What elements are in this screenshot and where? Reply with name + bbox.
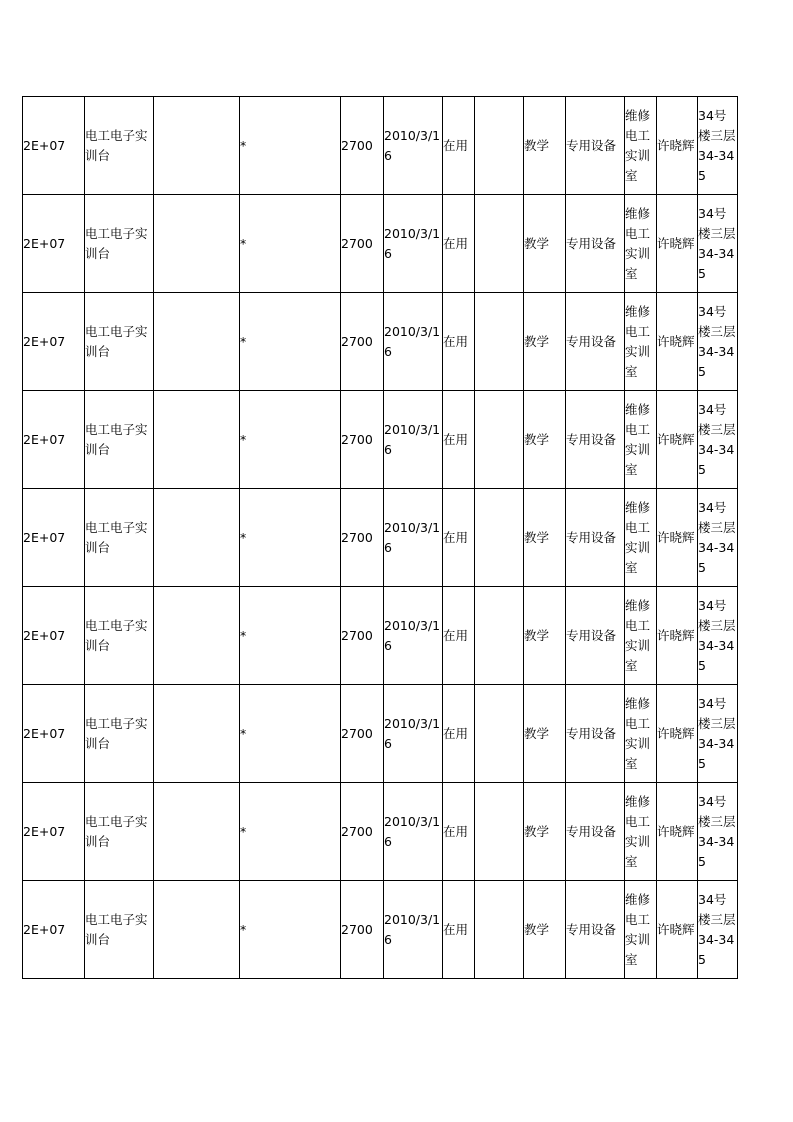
date-cell: 2010/3/16 bbox=[384, 489, 443, 587]
spec-cell bbox=[154, 685, 240, 783]
spec-cell bbox=[154, 587, 240, 685]
keeper-cell: 许晓辉 bbox=[657, 489, 698, 587]
date-cell: 2010/3/16 bbox=[384, 391, 443, 489]
price-cell: 2700 bbox=[341, 685, 384, 783]
keeper-cell: 许晓辉 bbox=[657, 783, 698, 881]
table-row bbox=[23, 881, 738, 979]
room-cell: 维修电工实训室 bbox=[625, 391, 657, 489]
status-cell: 在用 bbox=[443, 97, 475, 195]
keeper-cell: 许晓辉 bbox=[657, 293, 698, 391]
location-cell: 34号楼三层34-345 bbox=[698, 391, 738, 489]
status-cell: 在用 bbox=[443, 391, 475, 489]
asset-name-cell: 电工电子实训台 bbox=[85, 685, 154, 783]
table-row bbox=[23, 685, 738, 783]
status-cell: 在用 bbox=[443, 489, 475, 587]
category-cell: 专用设备 bbox=[566, 391, 625, 489]
blank-cell bbox=[475, 685, 524, 783]
table-row bbox=[23, 783, 738, 881]
category-cell: 专用设备 bbox=[566, 783, 625, 881]
blank-cell bbox=[475, 881, 524, 979]
location-cell: 34号楼三层34-345 bbox=[698, 783, 738, 881]
price-cell: 2700 bbox=[341, 391, 384, 489]
usage-cell: 教学 bbox=[524, 391, 566, 489]
date-cell: 2010/3/16 bbox=[384, 881, 443, 979]
room-cell: 维修电工实训室 bbox=[625, 195, 657, 293]
location-cell: 34号楼三层34-345 bbox=[698, 97, 738, 195]
spec-cell bbox=[154, 97, 240, 195]
usage-cell: 教学 bbox=[524, 881, 566, 979]
mark-cell: * bbox=[240, 783, 341, 881]
mark-cell: * bbox=[240, 97, 341, 195]
asset-id-cell: 2E+07 bbox=[23, 489, 85, 587]
date-cell: 2010/3/16 bbox=[384, 587, 443, 685]
category-cell: 专用设备 bbox=[566, 293, 625, 391]
status-cell: 在用 bbox=[443, 195, 475, 293]
blank-cell bbox=[475, 97, 524, 195]
usage-cell: 教学 bbox=[524, 587, 566, 685]
price-cell: 2700 bbox=[341, 881, 384, 979]
room-cell: 维修电工实训室 bbox=[625, 881, 657, 979]
blank-cell bbox=[475, 195, 524, 293]
usage-cell: 教学 bbox=[524, 783, 566, 881]
usage-cell: 教学 bbox=[524, 685, 566, 783]
mark-cell: * bbox=[240, 685, 341, 783]
mark-cell: * bbox=[240, 587, 341, 685]
date-cell: 2010/3/16 bbox=[384, 783, 443, 881]
asset-id-cell: 2E+07 bbox=[23, 293, 85, 391]
price-cell: 2700 bbox=[341, 783, 384, 881]
spec-cell bbox=[154, 195, 240, 293]
status-cell: 在用 bbox=[443, 881, 475, 979]
table-row bbox=[23, 587, 738, 685]
asset-name-cell: 电工电子实训台 bbox=[85, 783, 154, 881]
category-cell: 专用设备 bbox=[566, 881, 625, 979]
blank-cell bbox=[475, 587, 524, 685]
usage-cell: 教学 bbox=[524, 489, 566, 587]
table-row bbox=[23, 195, 738, 293]
table-row bbox=[23, 489, 738, 587]
mark-cell: * bbox=[240, 195, 341, 293]
keeper-cell: 许晓辉 bbox=[657, 97, 698, 195]
blank-cell bbox=[475, 293, 524, 391]
blank-cell bbox=[475, 391, 524, 489]
date-cell: 2010/3/16 bbox=[384, 293, 443, 391]
keeper-cell: 许晓辉 bbox=[657, 685, 698, 783]
asset-name-cell: 电工电子实训台 bbox=[85, 97, 154, 195]
price-cell: 2700 bbox=[341, 293, 384, 391]
spec-cell bbox=[154, 489, 240, 587]
status-cell: 在用 bbox=[443, 587, 475, 685]
asset-id-cell: 2E+07 bbox=[23, 97, 85, 195]
room-cell: 维修电工实训室 bbox=[625, 97, 657, 195]
spec-cell bbox=[154, 783, 240, 881]
asset-id-cell: 2E+07 bbox=[23, 195, 85, 293]
price-cell: 2700 bbox=[341, 587, 384, 685]
date-cell: 2010/3/16 bbox=[384, 97, 443, 195]
status-cell: 在用 bbox=[443, 293, 475, 391]
category-cell: 专用设备 bbox=[566, 489, 625, 587]
blank-cell bbox=[475, 489, 524, 587]
location-cell: 34号楼三层34-345 bbox=[698, 587, 738, 685]
status-cell: 在用 bbox=[443, 783, 475, 881]
price-cell: 2700 bbox=[341, 195, 384, 293]
asset-id-cell: 2E+07 bbox=[23, 587, 85, 685]
asset-id-cell: 2E+07 bbox=[23, 881, 85, 979]
spec-cell bbox=[154, 293, 240, 391]
mark-cell: * bbox=[240, 293, 341, 391]
asset-name-cell: 电工电子实训台 bbox=[85, 195, 154, 293]
mark-cell: * bbox=[240, 881, 341, 979]
location-cell: 34号楼三层34-345 bbox=[698, 195, 738, 293]
category-cell: 专用设备 bbox=[566, 195, 625, 293]
keeper-cell: 许晓辉 bbox=[657, 391, 698, 489]
room-cell: 维修电工实训室 bbox=[625, 685, 657, 783]
location-cell: 34号楼三层34-345 bbox=[698, 881, 738, 979]
status-cell: 在用 bbox=[443, 685, 475, 783]
table-row bbox=[23, 391, 738, 489]
mark-cell: * bbox=[240, 391, 341, 489]
location-cell: 34号楼三层34-345 bbox=[698, 293, 738, 391]
spec-cell bbox=[154, 391, 240, 489]
asset-id-cell: 2E+07 bbox=[23, 685, 85, 783]
category-cell: 专用设备 bbox=[566, 97, 625, 195]
price-cell: 2700 bbox=[341, 489, 384, 587]
table-body bbox=[23, 97, 738, 979]
location-cell: 34号楼三层34-345 bbox=[698, 489, 738, 587]
date-cell: 2010/3/16 bbox=[384, 685, 443, 783]
keeper-cell: 许晓辉 bbox=[657, 195, 698, 293]
usage-cell: 教学 bbox=[524, 293, 566, 391]
asset-id-cell: 2E+07 bbox=[23, 391, 85, 489]
asset-name-cell: 电工电子实训台 bbox=[85, 489, 154, 587]
category-cell: 专用设备 bbox=[566, 587, 625, 685]
blank-cell bbox=[475, 783, 524, 881]
price-cell: 2700 bbox=[341, 97, 384, 195]
spec-cell bbox=[154, 881, 240, 979]
room-cell: 维修电工实训室 bbox=[625, 587, 657, 685]
keeper-cell: 许晓辉 bbox=[657, 587, 698, 685]
table-row bbox=[23, 293, 738, 391]
asset-id-cell: 2E+07 bbox=[23, 783, 85, 881]
date-cell: 2010/3/16 bbox=[384, 195, 443, 293]
category-cell: 专用设备 bbox=[566, 685, 625, 783]
room-cell: 维修电工实训室 bbox=[625, 783, 657, 881]
usage-cell: 教学 bbox=[524, 97, 566, 195]
mark-cell: * bbox=[240, 489, 341, 587]
asset-name-cell: 电工电子实训台 bbox=[85, 293, 154, 391]
asset-name-cell: 电工电子实训台 bbox=[85, 881, 154, 979]
asset-name-cell: 电工电子实训台 bbox=[85, 391, 154, 489]
location-cell: 34号楼三层34-345 bbox=[698, 685, 738, 783]
asset-name-cell: 电工电子实训台 bbox=[85, 587, 154, 685]
room-cell: 维修电工实训室 bbox=[625, 293, 657, 391]
keeper-cell: 许晓辉 bbox=[657, 881, 698, 979]
usage-cell: 教学 bbox=[524, 195, 566, 293]
table-row bbox=[23, 97, 738, 195]
room-cell: 维修电工实训室 bbox=[625, 489, 657, 587]
asset-table bbox=[22, 96, 738, 979]
